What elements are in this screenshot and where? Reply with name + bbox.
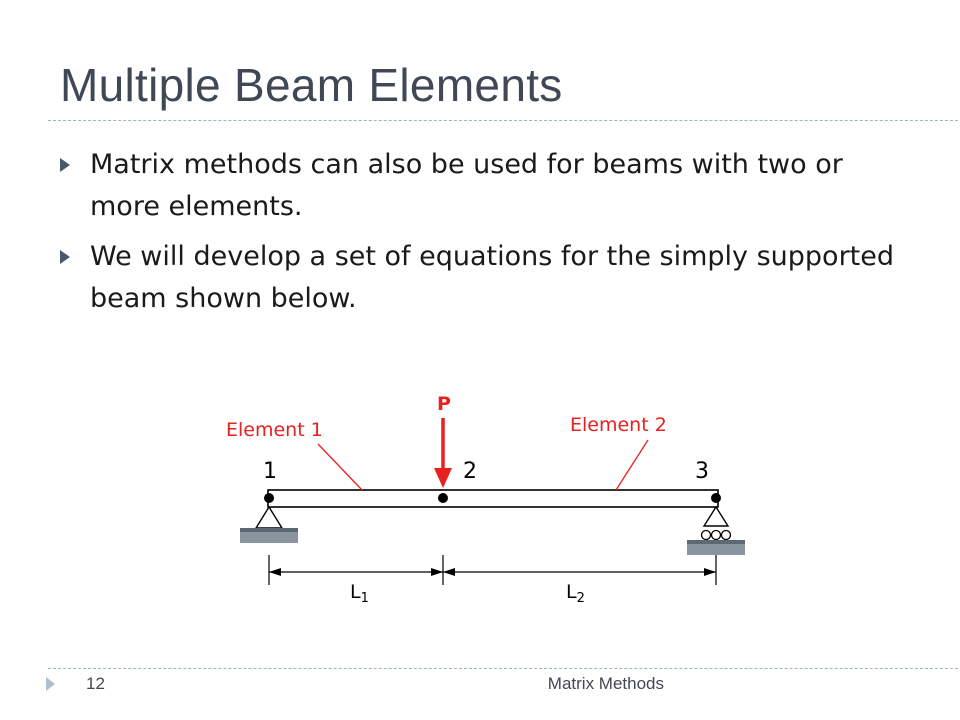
roller-support: [687, 507, 745, 555]
dimension-lines: [269, 555, 716, 585]
span-label-1: $L_1$: [350, 581, 369, 606]
footer-course: Matrix Methods: [547, 674, 664, 693]
footer-divider: [48, 668, 960, 669]
element-2-leader: [616, 440, 648, 490]
pin-support: [240, 507, 298, 543]
element-1-leader: [318, 444, 362, 490]
node-dot-3: [711, 493, 721, 503]
node-label-1: 1: [263, 459, 277, 484]
node-dot-2: [438, 493, 448, 503]
slide-title: Multiple Beam Elements: [60, 59, 563, 111]
bullet-text: Matrix methods can also be used for beams with two or more elements.: [90, 149, 843, 222]
element-2-label: Element 2: [570, 414, 667, 436]
footer-triangle-icon: [46, 677, 55, 691]
page-number: 12: [86, 674, 105, 693]
element-1-label: Element 1: [226, 419, 323, 441]
load-arrow-icon: [434, 418, 452, 488]
node-label-3: 3: [695, 459, 709, 484]
beam: [268, 490, 718, 507]
bullet-text: We will develop a set of equations for the simply supported beam shown below.: [90, 241, 895, 314]
load-label: P: [437, 393, 451, 415]
node-label-2: 2: [463, 459, 477, 484]
node-dot-1: [264, 493, 274, 503]
span-label-2: $L_2$: [566, 581, 585, 606]
